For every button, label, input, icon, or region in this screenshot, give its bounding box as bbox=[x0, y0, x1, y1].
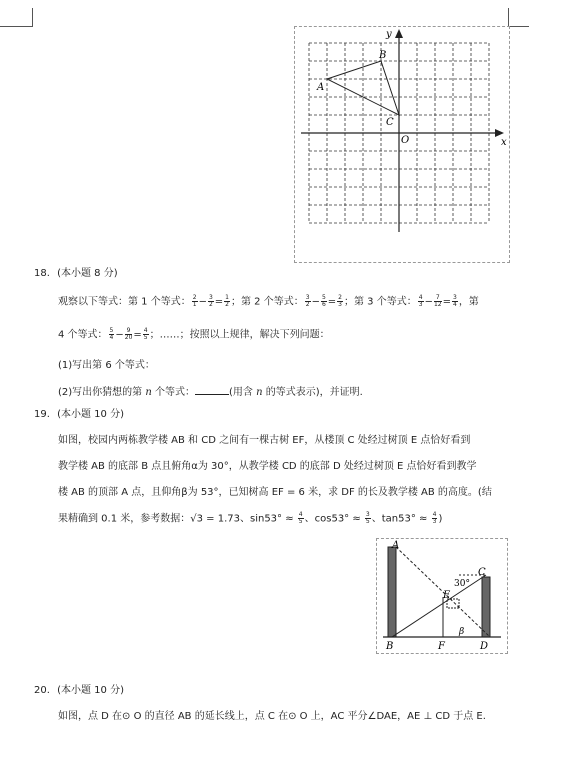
q18-part2-text: 个等式： bbox=[151, 387, 195, 398]
y-axis-label: y bbox=[386, 29, 392, 40]
point-a-label: A bbox=[317, 82, 325, 93]
q19-line1: 如图，校园内两栋教学楼 AB 和 CD 之间有一棵古树 EF，从楼顶 C 处经过树顶 E 点恰好看到 bbox=[58, 435, 471, 446]
q20-num: 20. bbox=[34, 685, 50, 696]
crop-mark-right bbox=[508, 8, 529, 27]
q20-line1: 如图，点 D 在⊙ O 的直径 AB 的延长线上，点 C 在⊙ O 上，AC 平分∠DAE，AE ⊥ CD 于点 E. bbox=[58, 711, 486, 722]
fraction: $\frac{2}{3}$ bbox=[338, 294, 342, 308]
q20-header: (本小题 10 分) bbox=[57, 685, 124, 696]
grid-figure bbox=[294, 26, 510, 263]
answer-blank bbox=[195, 384, 229, 395]
building-ab bbox=[388, 547, 396, 637]
x-axis-label: x bbox=[501, 137, 507, 148]
coordinate-grid-svg bbox=[295, 27, 509, 262]
fraction: $\frac{4}{3}$ bbox=[418, 294, 423, 308]
x-axis-arrow bbox=[495, 129, 504, 137]
label-a: A bbox=[392, 540, 400, 551]
q18-num: 18. bbox=[34, 268, 50, 279]
q19-text: ) bbox=[438, 513, 443, 525]
q18-line1: 观察以下等式：第 1 个等式： $\frac{2}{1}$ − $\frac{3}{2}$ = $\frac{1}{2}$ ；第 2 个等式： $\frac{3}{2}$ − $\frac{5}{6}$ = $\frac{2}{3}$ ；第 3 个等式： $\frac{4}{3}$ − $\frac{7}{12}$ = $\frac{3}{4}$ ，第 bbox=[58, 294, 479, 308]
q18-line2: 4 个等式： $\frac{5}{4}$ − $\frac{9}{20}$ = $\frac{4}{5}$ ；……；按照以上规律，解决下列问题： bbox=[58, 327, 330, 341]
fraction: $\frac{9}{20}$ bbox=[124, 327, 133, 341]
fraction: $\frac{1}{2}$ bbox=[225, 294, 229, 308]
q18-part2-text: 的等式表示)，并证明. bbox=[262, 387, 363, 398]
q19-line4 bbox=[58, 512, 442, 527]
q18-part2 bbox=[58, 384, 363, 400]
point-c-label: C bbox=[386, 117, 394, 128]
q18-text: ；……；按照以上规律，解决下列问题： bbox=[149, 329, 330, 341]
q19-text: 、tan53° ≈ bbox=[371, 513, 431, 525]
fraction: $\frac{4}{5}$ bbox=[143, 327, 148, 341]
q18-part2-text: (2)写出你猜想的第 bbox=[58, 387, 146, 398]
angle-30-label: 30° bbox=[454, 579, 470, 589]
q18-part1-text: (1)写出第 6 个等式： bbox=[58, 360, 155, 371]
fraction: $\frac{4}{3}$ bbox=[432, 511, 437, 525]
fraction: $\frac{3}{2}$ bbox=[208, 294, 213, 308]
fraction: $\frac{5}{4}$ bbox=[109, 327, 114, 341]
label-c: C bbox=[478, 567, 486, 578]
var-n: n bbox=[145, 387, 152, 398]
q19-header: (本小题 10 分) bbox=[57, 409, 124, 420]
fraction: $\frac{7}{12}$ bbox=[433, 294, 442, 308]
axes bbox=[301, 33, 499, 232]
q19-number bbox=[34, 408, 124, 422]
crop-mark-left bbox=[0, 8, 33, 27]
fraction: $\frac{4}{5}$ bbox=[298, 511, 303, 525]
buildings-figure bbox=[376, 538, 508, 654]
q19-line3: 楼 AB 的顶部 A 点，且仰角β为 53°，已知树高 EF = 6 米，求 DF 的长及教学楼 AB 的高度。(结 bbox=[58, 487, 492, 498]
angle-beta-label: β bbox=[459, 627, 465, 637]
label-f: F bbox=[438, 641, 445, 652]
q18-text: ；第 2 个等式： bbox=[231, 296, 304, 308]
q18-number bbox=[34, 267, 118, 281]
building-cd bbox=[482, 577, 490, 637]
fraction: $\frac{5}{6}$ bbox=[321, 294, 326, 308]
q18-text: 4 个等式： bbox=[58, 329, 108, 341]
y-axis-arrow bbox=[395, 29, 403, 38]
sightline-cb bbox=[392, 575, 486, 637]
q20-number bbox=[34, 684, 124, 698]
label-b: B bbox=[386, 641, 394, 652]
label-e: E bbox=[443, 590, 451, 601]
q19-text: 果精确到 0.1 米，参考数据：√3 = 1.73、sin53° ≈ bbox=[58, 513, 297, 525]
label-d: D bbox=[480, 641, 489, 652]
q18-text: ；第 3 个等式： bbox=[344, 296, 417, 308]
fraction: $\frac{3}{5}$ bbox=[365, 511, 370, 525]
buildings-svg bbox=[377, 539, 507, 653]
q18-text: ，第 bbox=[458, 296, 479, 308]
point-b-label: B bbox=[379, 50, 387, 61]
fraction: $\frac{3}{4}$ bbox=[452, 294, 457, 308]
q19-num: 19. bbox=[34, 409, 50, 420]
fraction: $\frac{3}{2}$ bbox=[305, 294, 310, 308]
q19-text: 、cos53° ≈ bbox=[304, 513, 364, 525]
q18-part2-text: (用含 bbox=[228, 387, 257, 398]
q19-line2: 教学楼 AB 的底部 B 点且俯角α为 30°，从教学楼 CD 的底部 D 处经过树顶 E 点恰好看到教学 bbox=[58, 461, 477, 472]
var-n: n bbox=[256, 387, 263, 398]
q18-header: (本小题 8 分) bbox=[57, 268, 118, 279]
origin-label: O bbox=[401, 135, 410, 146]
fraction: $\frac{2}{1}$ bbox=[192, 294, 197, 308]
q18-text: 观察以下等式：第 1 个等式： bbox=[58, 296, 191, 308]
q18-part1 bbox=[58, 359, 155, 373]
